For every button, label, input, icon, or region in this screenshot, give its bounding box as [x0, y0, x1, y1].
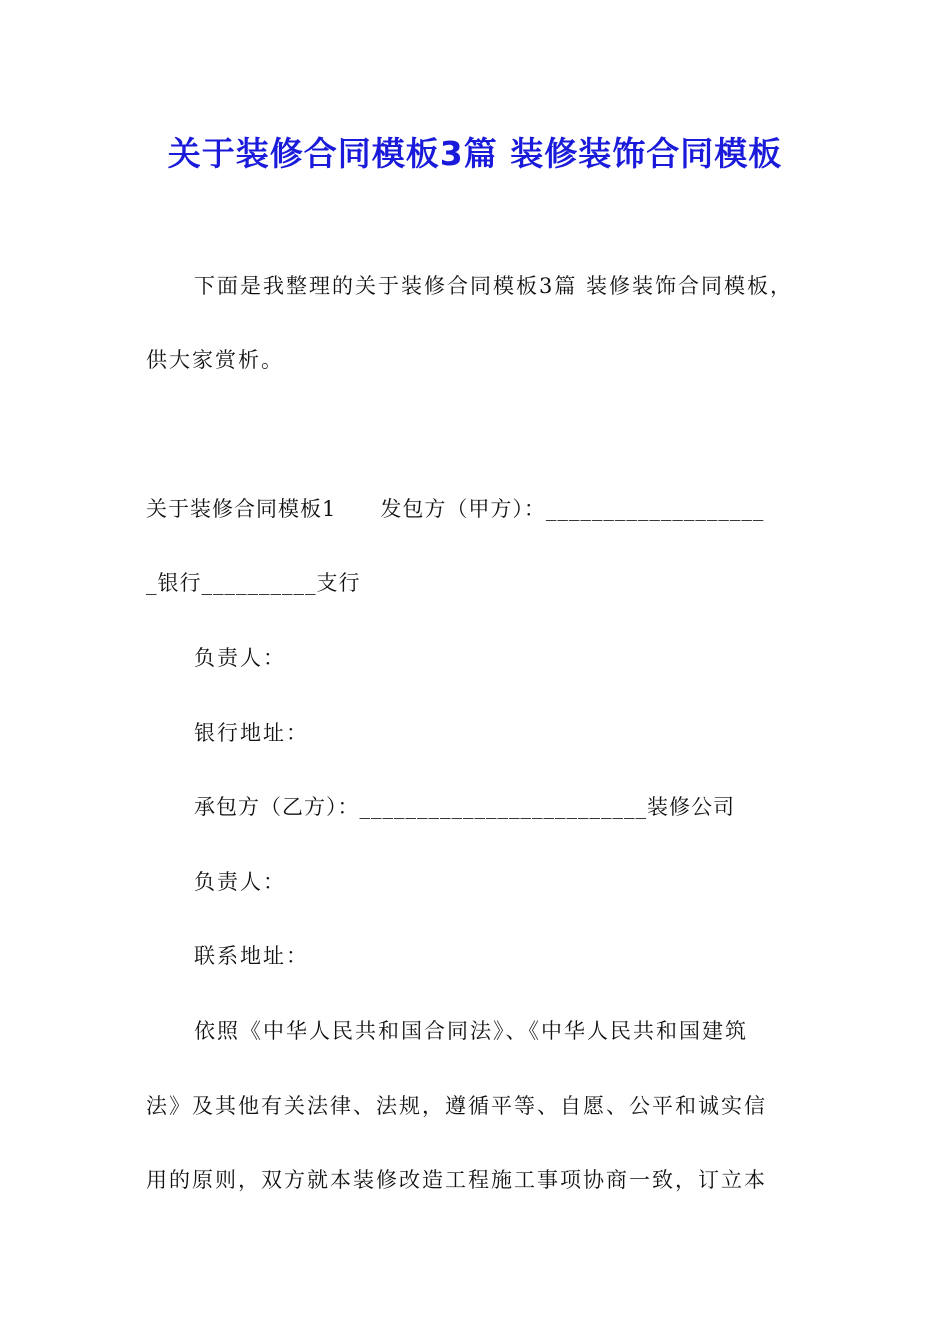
intro-line-1: 下面是我整理的关于装修合同模板3篇 装修装饰合同模板，	[194, 274, 794, 298]
document-title: 关于装修合同模板3篇 装修装饰合同模板	[167, 134, 783, 173]
party-b-contact-address: 联系地址：	[194, 944, 309, 968]
party-a-principal: 负责人：	[194, 646, 286, 670]
body-line-1: 依照《中华人民共和国合同法》、《中华人民共和国建筑	[194, 1019, 748, 1043]
party-b-line: 承包方（乙方）：_________________________装修公司	[194, 795, 735, 819]
intro-line-2: 供大家赏析。	[146, 348, 284, 372]
section-line-2: _银行__________支行	[146, 571, 361, 595]
body-line-3: 用的原则，双方就本装修改造工程施工事项协商一致，订立本	[146, 1168, 767, 1192]
party-a-bank-address: 银行地址：	[194, 721, 309, 745]
body-line-2: 法》及其他有关法律、法规，遵循平等、自愿、公平和诚实信	[146, 1094, 767, 1118]
section-line-1: 关于装修合同模板1 发包方（甲方）：___________________	[146, 497, 765, 521]
party-b-principal: 负责人：	[194, 870, 286, 894]
